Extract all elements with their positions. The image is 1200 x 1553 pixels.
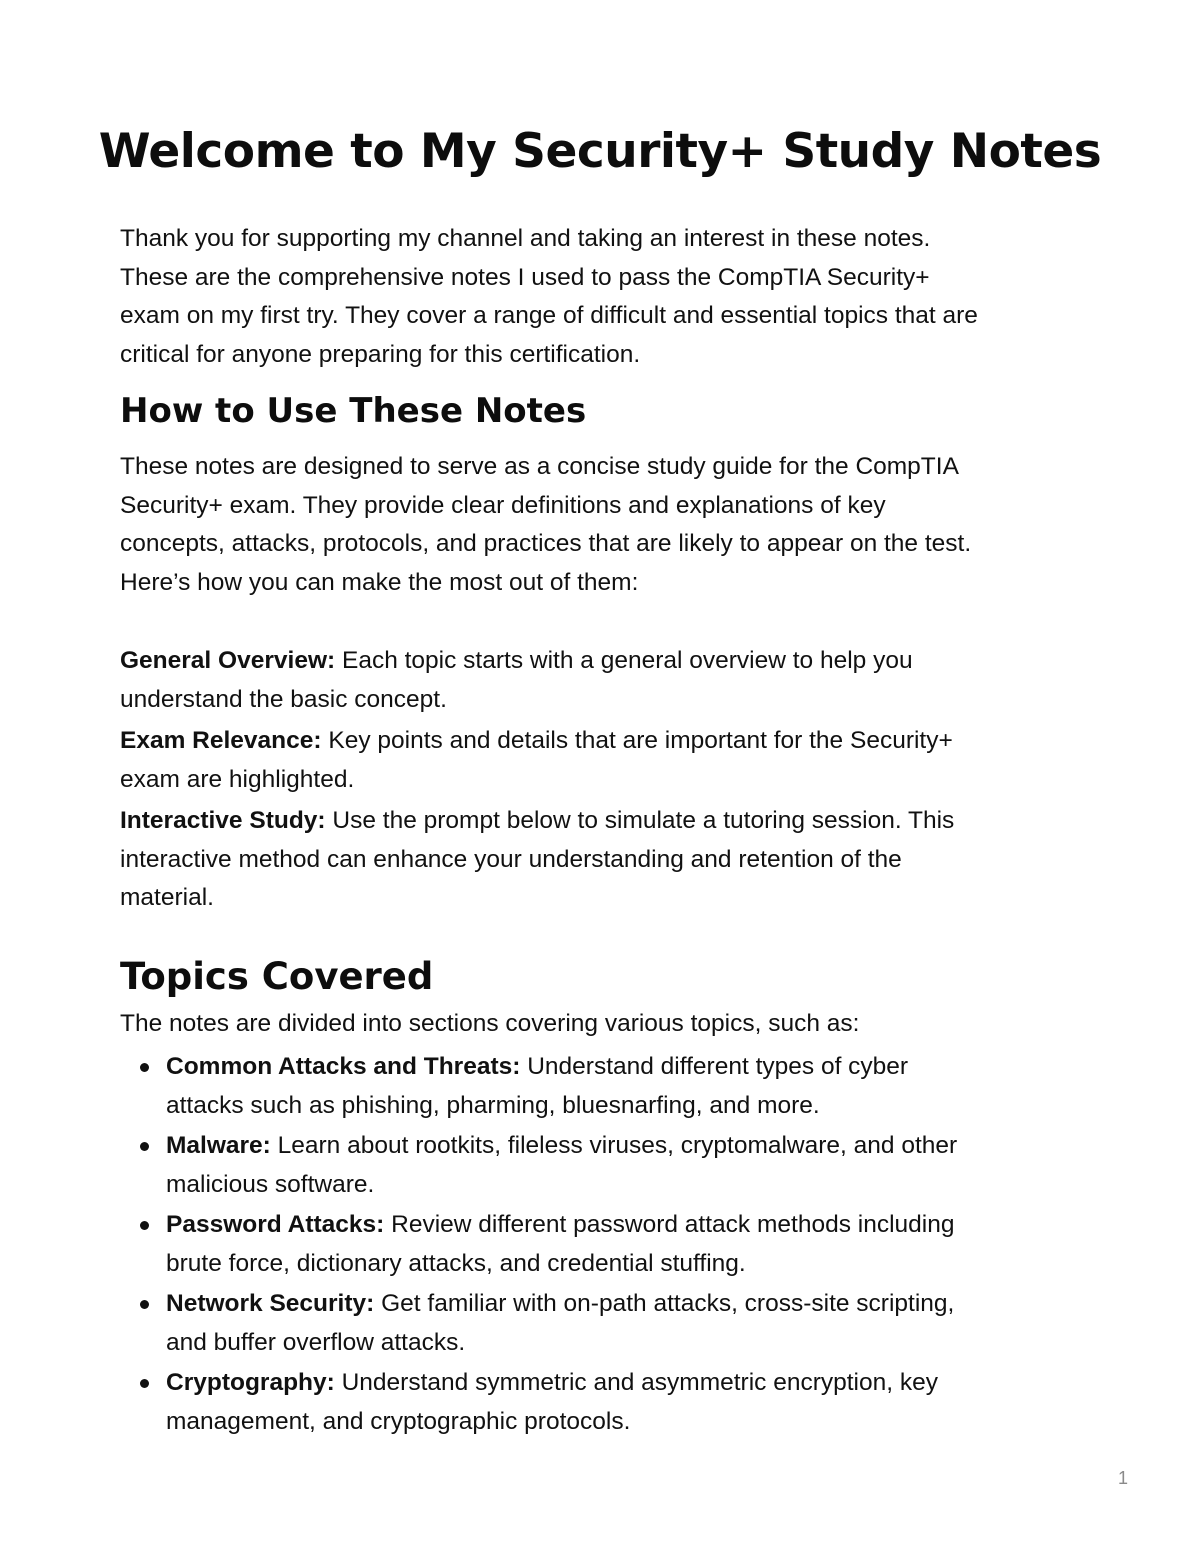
- item-text: interactive method can enhance your understanding and retention of the: [120, 845, 902, 873]
- item-label: Common Attacks and Threats:: [166, 1053, 521, 1080]
- item-label: Cryptography:: [166, 1369, 335, 1396]
- item-label: Interactive Study:: [120, 807, 326, 834]
- bullet-icon: [140, 1221, 149, 1230]
- list-item: [120, 1285, 1080, 1362]
- how-to-item-exam-relevance: [120, 722, 1080, 799]
- item-text: malicious software.: [166, 1170, 375, 1198]
- item-text: Key points and details that are important for the Security+: [321, 727, 953, 754]
- item-text: material.: [120, 884, 214, 911]
- item-text: Review different password attack methods including: [384, 1211, 955, 1238]
- item-text: attacks such as phishing, pharming, bluesnarfing, and more.: [166, 1091, 820, 1119]
- item-text: Use the prompt below to simulate a tutoring session. This: [325, 807, 955, 834]
- how-to-line: Security+ exam. They provide clear definitions and explanations of key: [120, 491, 886, 519]
- list-item: [120, 1206, 1080, 1283]
- topics-heading: Topics Covered: [120, 955, 434, 998]
- topics-intro: The notes are divided into sections covering various topics, such as:: [120, 1010, 860, 1037]
- how-to-heading: How to Use These Notes: [120, 391, 587, 431]
- item-text: exam are highlighted.: [120, 765, 355, 793]
- list-item: [120, 1364, 1080, 1441]
- how-to-line: These notes are designed to serve as a concise study guide for the CompTIA: [120, 453, 959, 480]
- how-to-line: Here’s how you can make the most out of them:: [120, 568, 639, 596]
- item-text: Get familiar with on-path attacks, cross-site scripting,: [374, 1290, 955, 1317]
- page-title: Welcome to My Security+ Study Notes: [98, 124, 1102, 179]
- list-item: [120, 1048, 1080, 1125]
- bullet-icon: [140, 1142, 149, 1151]
- item-text: understand the basic concept.: [120, 685, 447, 713]
- intro-line: These are the comprehensive notes I used to pass the CompTIA Security+: [120, 263, 930, 291]
- intro-line: exam on my first try. They cover a range of difficult and essential topics that are: [120, 302, 978, 329]
- bullet-icon: [140, 1063, 149, 1072]
- item-text: Learn about rootkits, fileless viruses, cryptomalware, and other: [270, 1132, 958, 1159]
- intro-paragraph: [120, 220, 1080, 374]
- item-label: General Overview:: [120, 647, 336, 674]
- bullet-icon: [140, 1379, 149, 1388]
- how-to-paragraph: [120, 448, 1080, 602]
- intro-line: Thank you for supporting my channel and taking an interest in these notes.: [120, 225, 931, 252]
- bullet-icon: [140, 1300, 149, 1309]
- item-text: and buffer overflow attacks.: [166, 1328, 466, 1356]
- item-label: Network Security:: [166, 1290, 375, 1317]
- item-text: Understand symmetric and asymmetric encryption, key: [334, 1369, 938, 1396]
- page-number: 1: [1117, 1468, 1128, 1488]
- intro-line: critical for anyone preparing for this certification.: [120, 340, 641, 368]
- item-label: Exam Relevance:: [120, 727, 322, 754]
- item-text: brute force, dictionary attacks, and credential stuffing.: [166, 1249, 746, 1277]
- item-label: Malware:: [166, 1132, 271, 1159]
- how-to-items: [120, 642, 1080, 918]
- how-to-item-interactive-study: [120, 802, 1080, 918]
- how-to-line: concepts, attacks, protocols, and practices that are likely to appear on the test.: [120, 530, 972, 557]
- item-text: management, and cryptographic protocols.: [166, 1407, 631, 1435]
- how-to-item-general-overview: [120, 642, 1080, 719]
- item-text: Understand different types of cyber: [520, 1053, 909, 1080]
- item-text: Each topic starts with a general overview to help you: [335, 647, 913, 674]
- list-item: [120, 1127, 1080, 1204]
- topics-list: [120, 1048, 1080, 1443]
- item-label: Password Attacks:: [166, 1211, 385, 1238]
